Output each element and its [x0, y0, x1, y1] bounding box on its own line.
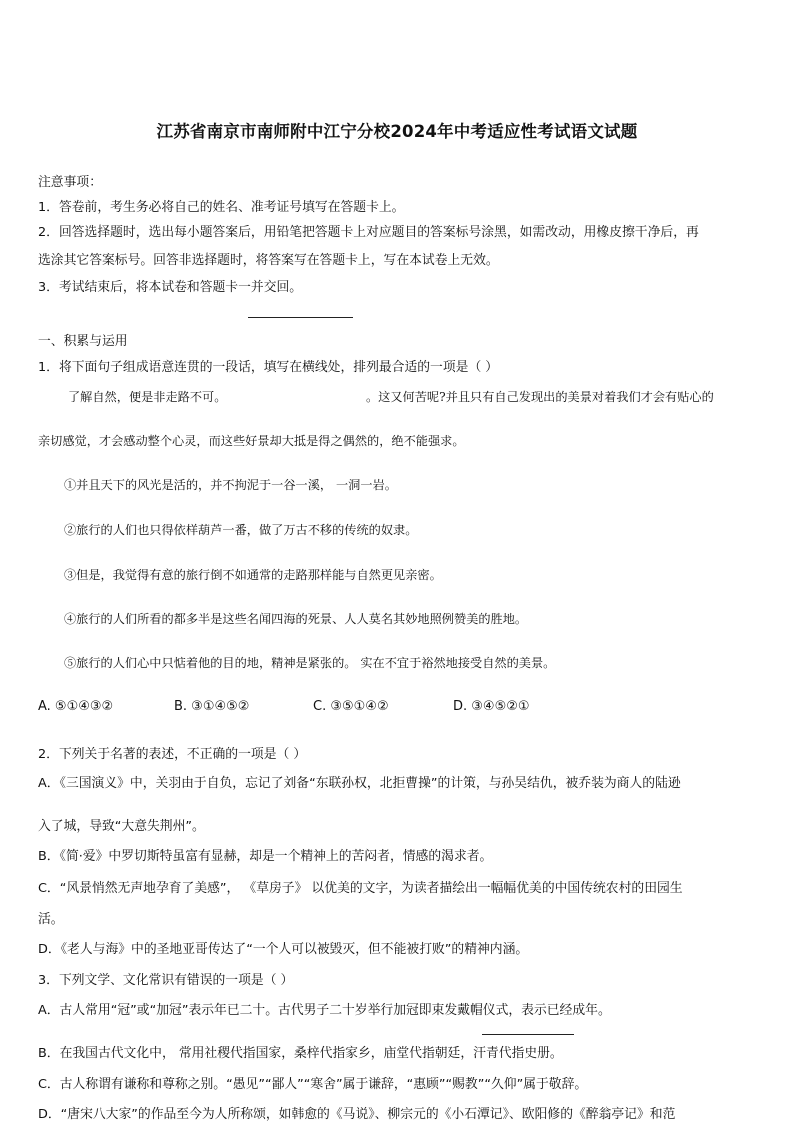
q1-option-c: C. ③⑤①④② — [313, 699, 389, 714]
q1-sentence-2: ②旅行的人们也只得依样葫芦一番，做了万古不移的传统的奴隶。 — [64, 523, 418, 537]
note-item-2-cont: 选涂其它答案标号。回答非选择题时，将答案写在答题卡上，写在本试卷上无效。 — [38, 253, 499, 268]
q1-sentence-4: ④旅行的人们所看的都多半是这些名闻四海的死景、人人莫名其妙地照例赞美的胜地。 — [64, 612, 528, 626]
q2-option-b: B．《简·爱》中罗切斯特虽富有显赫，却是一个精神上的苦闷者，情感的渴求者。 — [38, 849, 493, 864]
note-item-1: 1．答卷前，考生务必将自己的姓名、准考证号填写在答题卡上。 — [38, 200, 405, 215]
page-title: 江苏省南京市南师附中江宁分校2024年中考适应性考试语文试题 — [156, 122, 638, 141]
q2-option-c: C．“风景悄然无声地孕育了美感”， 《草房子》 以优美的文字，为读者描绘出一幅幅优美的中国传统农村的田园生 — [38, 881, 683, 896]
q1-passage-start: 了解自然，便是非走路不可。 — [68, 390, 227, 404]
q1-sentence-1: ①并且天下的风光是活的，并不拘泥于一谷一溪， 一洞一岩。 — [64, 478, 397, 492]
q1-option-d: D. ③④⑤②① — [453, 699, 530, 714]
q1-sentence-3: ③但是，我觉得有意的旅行倒不如通常的走路那样能与自然更见亲密。 — [64, 568, 442, 582]
section-heading: 一、积累与运用 — [38, 334, 128, 349]
q1-passage-end: 亲切感觉，才会感动整个心灵，而这些好景却大抵是得之偶然的，绝不能强求。 — [38, 434, 465, 448]
q2-option-d: D．《老人与海》中的圣地亚哥传达了“一个人可以被毁灭，但不能被打败”的精神内涵。 — [38, 942, 529, 957]
q3-option-c: C．古人称谓有谦称和尊称之别。“愚见”“鄙人”“寒舍”属于谦辞，“惠顾”“赐教”“久仰”属于敬辞。 — [38, 1077, 588, 1092]
q2-option-a-cont: 入了城，导致“大意失荆州”。 — [38, 819, 205, 834]
note-item-2: 2．回答选择题时，选出每小题答案后，用铅笔把答题卡上对应题目的答案标号涂黑，如需改动，用橡皮擦干净后，再 — [38, 225, 699, 240]
q3-option-d: D．“唐宋八大家”的作品至今为人所称颂，如韩愈的《马说》、柳宗元的《小石潭记》、欧阳修的《醉翁亭记》和范 — [38, 1107, 676, 1122]
q1-sentence-5: ⑤旅行的人们心中只惦着他的目的地，精神是紧张的。 实在不宜于裕然地接受自然的美景。 — [64, 656, 556, 670]
stray-underline — [482, 1034, 574, 1035]
q1-passage-after-blank: 。这又何苦呢?并且只有自己发现出的美景对着我们才会有贴心的 — [366, 390, 714, 404]
q2-option-c-cont: 活。 — [38, 912, 64, 927]
q1-option-b: B. ③①④⑤② — [174, 699, 250, 714]
q1-stem: 1．将下面句子组成语意连贯的一段话，填写在横线处，排列最合适的一项是（ ） — [38, 360, 499, 375]
divider-line — [248, 317, 353, 318]
note-item-3: 3．考试结束后，将本试卷和答题卡一并交回。 — [38, 280, 303, 295]
q1-option-a: A. ⑤①④③② — [38, 699, 114, 714]
q3-option-b: B．在我国古代文化中， 常用社稷代指国家，桑梓代指家乡，庙堂代指朝廷，汗青代指史册。 — [38, 1046, 563, 1061]
notes-heading: 注意事项： — [38, 175, 102, 190]
q2-option-a: A．《三国演义》中，关羽由于自负，忘记了刘备“东联孙权，北拒曹操”的计策，与孙吴结仇，被乔装为商人的陆逊 — [38, 776, 681, 791]
q2-stem: 2．下列关于名著的表述，不正确的一项是（ ） — [38, 747, 307, 762]
q3-stem: 3．下列文学、文化常识有错误的一项是（ ） — [38, 973, 294, 988]
q3-option-a: A．古人常用“冠”或“加冠”表示年已二十。古代男子二十岁举行加冠即束发戴帽仪式，表示已经成年。 — [38, 1003, 611, 1018]
